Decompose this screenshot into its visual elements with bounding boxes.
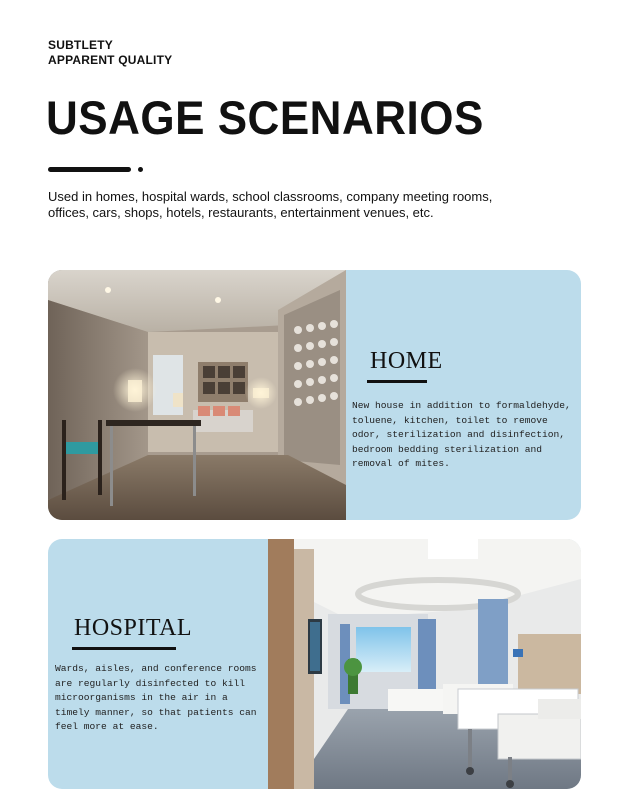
title-underline-dot bbox=[138, 167, 143, 172]
hospital-title: HOSPITAL bbox=[74, 615, 193, 641]
tagline-line-1: SUBTLETY bbox=[48, 38, 113, 52]
tagline bbox=[48, 38, 172, 68]
page-title: USAGE SCENARIOS bbox=[46, 92, 484, 145]
scenario-card-home bbox=[48, 270, 581, 520]
home-title-underline bbox=[367, 380, 427, 383]
title-underline bbox=[48, 167, 131, 172]
hospital-ward-photo bbox=[268, 539, 581, 789]
hospital-title-underline bbox=[72, 647, 176, 650]
intro-text: Used in homes, hospital wards, school classrooms, company meeting rooms, offices, cars, shops, hotels, restaurants, entertainment venues, etc. bbox=[48, 189, 493, 220]
home-title: HOME bbox=[370, 348, 443, 374]
tagline-line-2: APPARENT QUALITY bbox=[48, 53, 173, 67]
home-interior-photo bbox=[48, 270, 346, 520]
scenario-card-hospital bbox=[48, 539, 581, 789]
home-description: New house in addition to formaldehyde, toluene, kitchen, toilet to remove odor, sterilization and disinfection, bedroom bedding sterilization and removal of mites. bbox=[352, 400, 571, 469]
hospital-description: Wards, aisles, and conference rooms are regularly disinfected to kill microorganisms in the air in a timely manner, so that patients can feel more at ease. bbox=[55, 663, 257, 732]
